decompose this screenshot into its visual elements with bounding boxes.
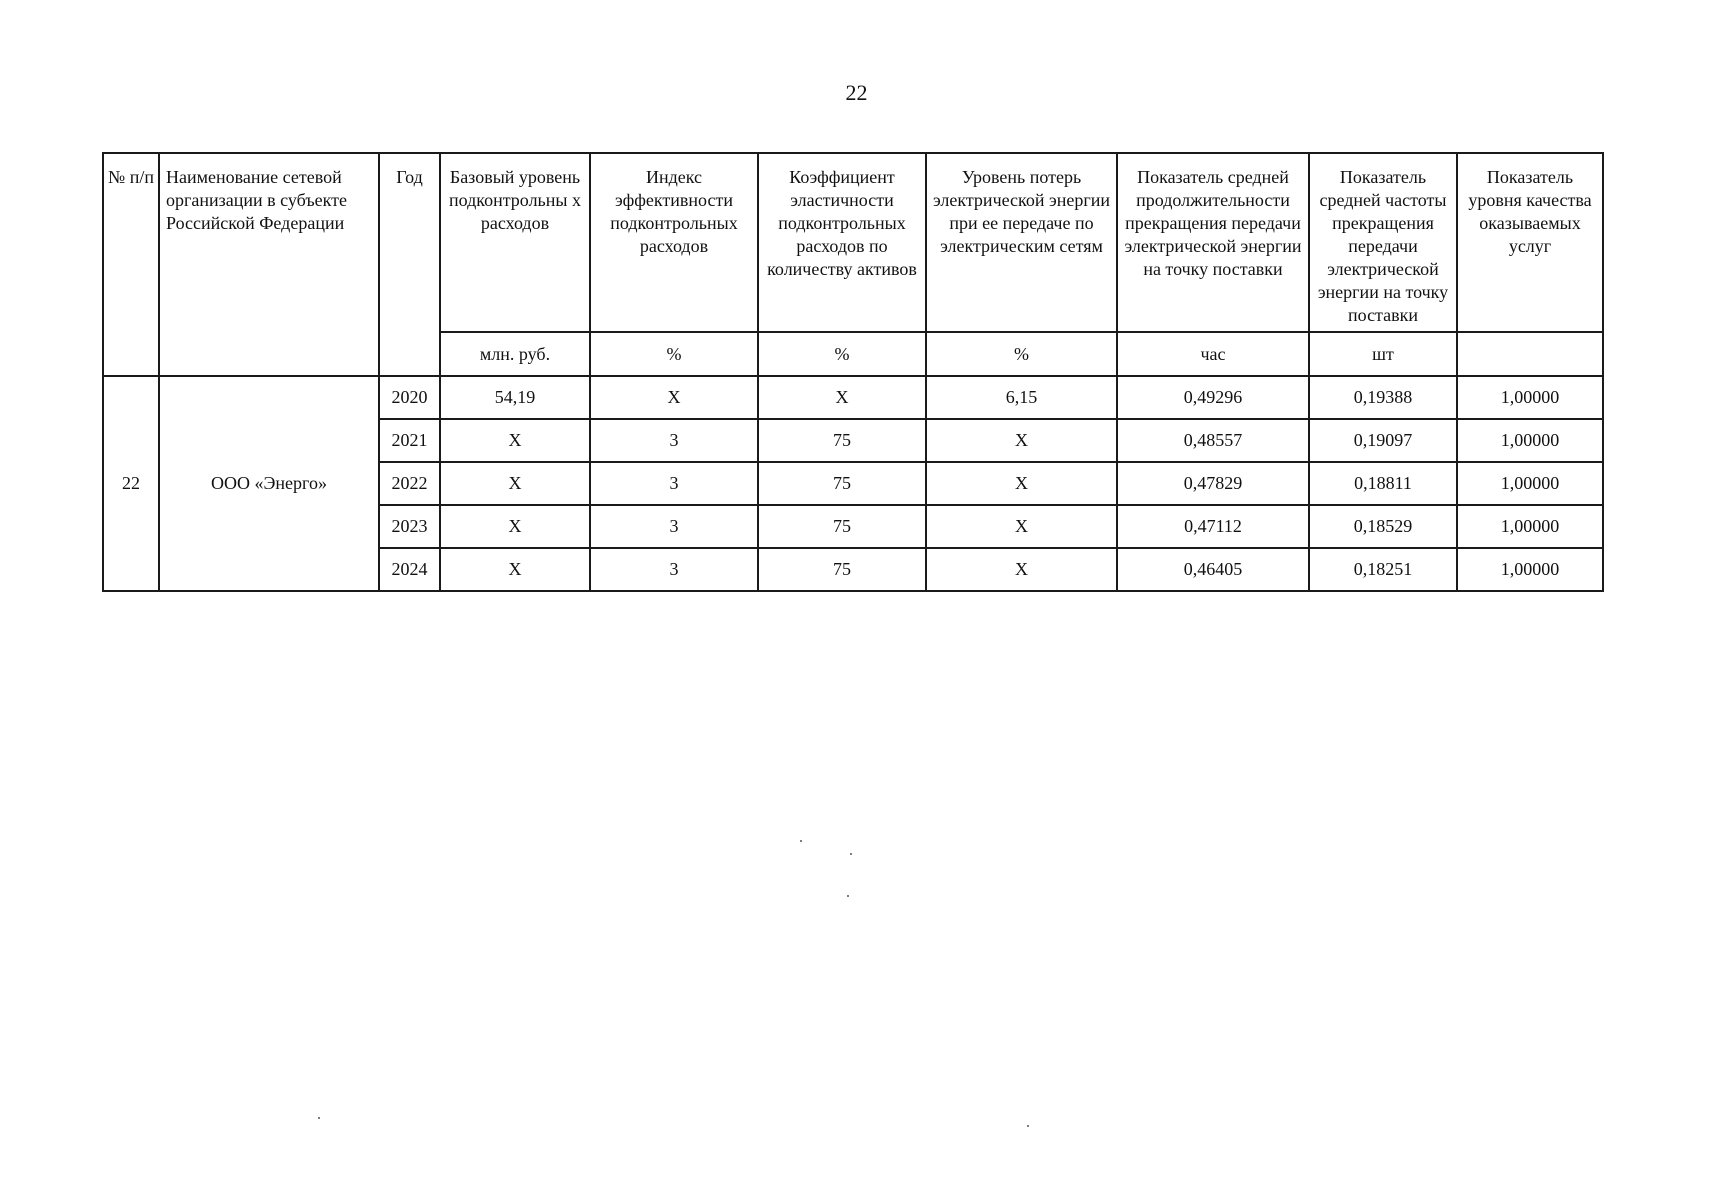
efficiency-index-cell: 3 — [590, 419, 758, 462]
loss-level-cell: 6,15 — [926, 376, 1117, 419]
base-level-cell: 54,19 — [440, 376, 590, 419]
unit-efficiency-index: % — [590, 332, 758, 376]
avg-duration-cell: 0,47829 — [1117, 462, 1309, 505]
header-org-name: Наименование сетевой организации в субъекте Российской Федерации — [159, 153, 379, 376]
base-level-cell: X — [440, 548, 590, 591]
efficiency-index-cell: 3 — [590, 505, 758, 548]
service-quality-cell: 1,00000 — [1457, 548, 1603, 591]
base-level-cell: X — [440, 462, 590, 505]
avg-duration-cell: 0,47112 — [1117, 505, 1309, 548]
unit-avg-frequency: шт — [1309, 332, 1457, 376]
year-cell: 2022 — [379, 462, 440, 505]
elasticity-coef-cell: 75 — [758, 548, 926, 591]
avg-frequency-cell: 0,18529 — [1309, 505, 1457, 548]
base-level-cell: X — [440, 505, 590, 548]
loss-level-cell: X — [926, 419, 1117, 462]
header-row — [103, 153, 1603, 332]
service-quality-cell: 1,00000 — [1457, 505, 1603, 548]
header-service-quality: Показатель уровня качества оказываемых услуг — [1457, 153, 1603, 332]
year-cell: 2020 — [379, 376, 440, 419]
scan-speck — [1027, 1125, 1029, 1127]
avg-duration-cell: 0,48557 — [1117, 419, 1309, 462]
header-base-level: Базовый уровень подконтрольны х расходов — [440, 153, 590, 332]
elasticity-coef-cell: 75 — [758, 462, 926, 505]
efficiency-index-cell: 3 — [590, 462, 758, 505]
year-cell: 2024 — [379, 548, 440, 591]
table-row — [103, 376, 1603, 419]
year-cell: 2021 — [379, 419, 440, 462]
header-num: № п/п — [103, 153, 159, 376]
loss-level-cell: X — [926, 548, 1117, 591]
unit-loss-level: % — [926, 332, 1117, 376]
avg-frequency-cell: 0,18251 — [1309, 548, 1457, 591]
elasticity-coef-cell: 75 — [758, 505, 926, 548]
scan-speck — [847, 895, 849, 897]
efficiency-index-cell: 3 — [590, 548, 758, 591]
scan-speck — [850, 853, 852, 855]
org-name-cell: ООО «Энерго» — [159, 376, 379, 591]
unit-elasticity-coef: % — [758, 332, 926, 376]
loss-level-cell: X — [926, 505, 1117, 548]
year-cell: 2023 — [379, 505, 440, 548]
scan-speck — [800, 840, 802, 842]
header-efficiency-index: Индекс эффективности подконтрольных расходов — [590, 153, 758, 332]
efficiency-index-cell: X — [590, 376, 758, 419]
unit-base-level: млн. руб. — [440, 332, 590, 376]
header-loss-level: Уровень потерь электрической энергии при ее передаче по электрическим сетям — [926, 153, 1117, 332]
org-number-cell: 22 — [103, 376, 159, 591]
unit-service-quality — [1457, 332, 1603, 376]
header-avg-duration: Показатель средней продолжительности прекращения передачи электрической энергии на точку поставки — [1117, 153, 1309, 332]
header-year: Год — [379, 153, 440, 376]
service-quality-cell: 1,00000 — [1457, 419, 1603, 462]
avg-duration-cell: 0,49296 — [1117, 376, 1309, 419]
loss-level-cell: X — [926, 462, 1117, 505]
elasticity-coef-cell: X — [758, 376, 926, 419]
scan-speck — [318, 1117, 320, 1119]
base-level-cell: X — [440, 419, 590, 462]
unit-avg-duration: час — [1117, 332, 1309, 376]
elasticity-coef-cell: 75 — [758, 419, 926, 462]
indicators-table — [102, 152, 1604, 592]
header-elasticity-coef: Коэффициент эластичности подконтрольных расходов по количеству активов — [758, 153, 926, 332]
avg-frequency-cell: 0,18811 — [1309, 462, 1457, 505]
header-avg-frequency: Показатель средней частоты прекращения передачи электрической энергии на точку поставки — [1309, 153, 1457, 332]
avg-duration-cell: 0,46405 — [1117, 548, 1309, 591]
service-quality-cell: 1,00000 — [1457, 462, 1603, 505]
avg-frequency-cell: 0,19097 — [1309, 419, 1457, 462]
service-quality-cell: 1,00000 — [1457, 376, 1603, 419]
page-number: 22 — [845, 80, 868, 105]
avg-frequency-cell: 0,19388 — [1309, 376, 1457, 419]
